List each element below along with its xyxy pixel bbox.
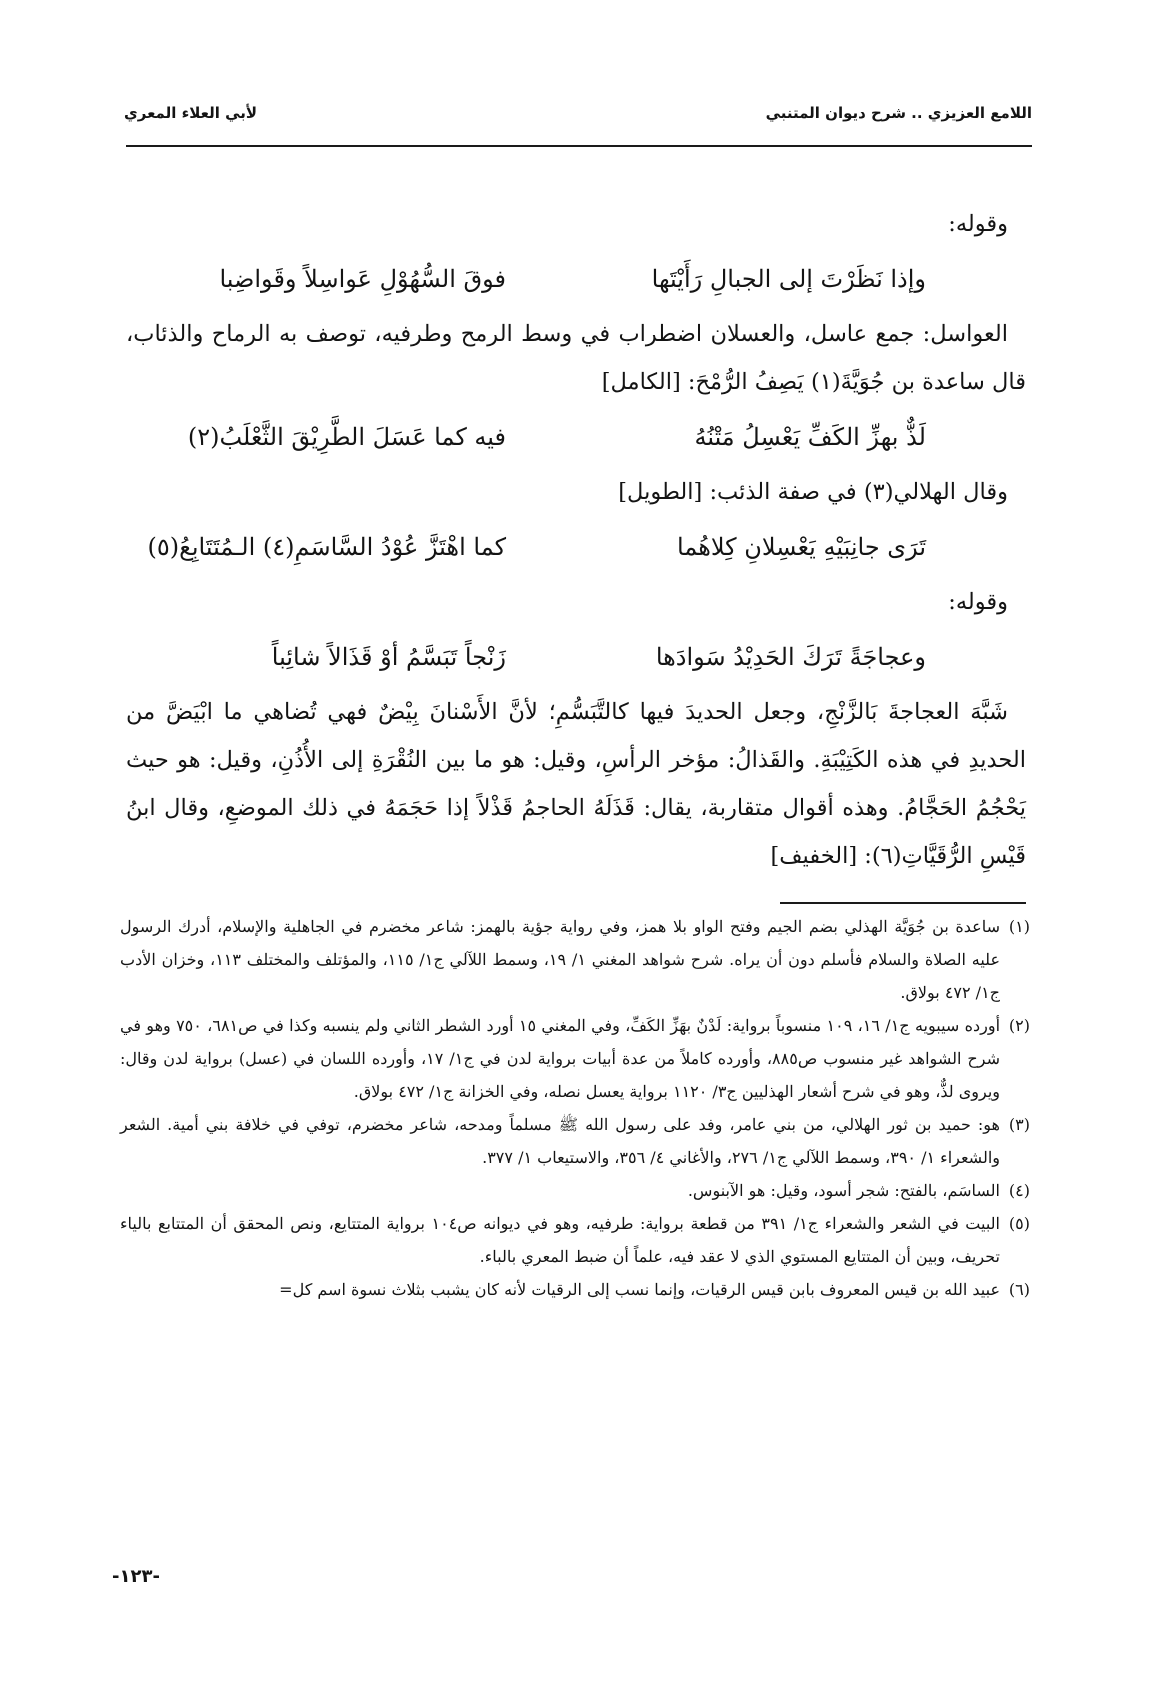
verse-line (126, 516, 1026, 578)
footnote (120, 910, 1030, 1009)
footnote-divider (780, 902, 1026, 904)
footnote-number: (٦) (1008, 1280, 1030, 1299)
footnotes (120, 910, 1030, 1306)
verse-first-hemistich: وعجاجَةً تَرَكَ الحَدِيْدُ سَوادَها (655, 643, 926, 671)
footnote-number: (٢) (1008, 1016, 1030, 1035)
verse-line (126, 248, 1026, 310)
verse-first-hemistich: وإذا نَظَرْتَ إلى الجبالِ رَأَيْتَها (651, 265, 926, 293)
footnote-text: أورده سيبويه ج١/ ١٦، ١٠٩ منسوباً برواية: لَدْنٌ بهَزِّ الكَفِّ، وفي المغني ١٥ أورد الشطر الثاني ولم ينسبه وكذا في ص٦٨١، ٧٥٠ وهو في شرح الشواهد غير منسوب ص٨٨٥، وأورده كاملاً من عدة أبيات برواية لدن في ج١/ ١٧، وأورده اللسان في (عسل) برواية لدن وقال: ويروى لذٌّ، وهو في شرح أشعار الهذليين ج٣/ ١١٢٠ برواية يعسل نصله، وفي الخزانة ج١/ ٤٧٢ بولاق. (120, 1016, 1001, 1101)
verse-second-hemistich: فوقَ السُّهُوْلِ عَواسِلاً وقَواضِبا (219, 265, 506, 293)
book-title: اللامع العزيزي .. شرح ديوان المتنبي (765, 104, 1032, 122)
verse-second-hemistich: فيه كما عَسَلَ الطَّرِيْقَ الثَّعْلَبُ(٢) (187, 423, 506, 451)
author-name: لأبي العلاء المعري (124, 104, 258, 122)
verse-first-hemistich: تَرَى جانِبَيْهِ يَعْسِلانِ كِلاهُما (677, 533, 926, 561)
intro-line: وقوله: (948, 211, 1008, 237)
page-number: -١٢٣- (112, 1566, 160, 1587)
footnote (120, 1273, 1030, 1306)
commentary-line: وقال الهلالي(٣) في صفة الذئب: [الطويل] (618, 479, 1008, 505)
verse-line (126, 626, 1026, 688)
verse-second-hemistich: زَنْجاً تَبَسَّمُ أوْ قَذَالاً شائِباً (271, 643, 506, 671)
footnote (120, 1108, 1030, 1174)
footnote-number: (٥) (1008, 1214, 1030, 1233)
commentary-paragraph: العواسل: جمع عاسل، والعسلان اضطراب في وسط الرمح وطرفيه، توصف به الرماح والذئاب، قال ساعدة بن جُوَيَّةَ(١) يَصِفُ الرُّمْحَ: [الكامل] (126, 321, 1026, 395)
intro-line: وقوله: (948, 589, 1008, 615)
footnote-text: ساعدة بن جُوَيَّة الهذلي بضم الجيم وفتح الواو بلا همز، وفي رواية جؤية بالهمز: شاعر مخضرم في الجاهلية والإسلام، أدرك الرسول عليه الصلاة والسلام فأسلم دون أن يراه. شرح شواهد المغني ١/ ١٩، وسمط اللآلي ج١/ ١١٥، والمؤتلف والمختلف ١١٣، وخزان الأدب ج١/ ٤٧٢ بولاق. (120, 917, 1000, 1002)
verse-second-hemistich: كما اهْتَزَّ عُوْدُ السَّاسَمِ(٤) الـمُتَتَابِعُ(٥) (147, 533, 506, 561)
footnote (120, 1009, 1030, 1108)
footnote-text: البيت في الشعر والشعراء ج١/ ٣٩١ من قطعة برواية: طرفيه، وهو في ديوانه ص١٠٤ برواية المتتايع، ونص المحقق أن المتتابع بالياء تحريف، وبين أن المتتايع المستوي الذي لا عقد فيه، علماً أن ضبط المعري بالباء. (120, 1214, 1000, 1266)
footnote-number: (٣) (1008, 1115, 1030, 1134)
verse-line (126, 406, 1026, 468)
verse-first-hemistich: لَذٌّ بهزِّ الكَفِّ يَعْسِلُ مَتْنُهُ (694, 423, 926, 451)
footnote-text: هو: حميد بن ثور الهلالي، من بني عامر، وفد على رسول الله ﷺ مسلماً ومدحه، شاعر مخضرم، توفي في خلافة بني أمية. الشعر والشعراء ١/ ٣٩٠، وسمط اللآلي ج١/ ٢٧٦، والأغاني ٤/ ٣٥٦، والاستيعاب ١/ ٣٧٧. (120, 1115, 1000, 1167)
footnote-text: الساسَم، بالفتح: شجر أسود، وقيل: هو الآبنوس. (687, 1181, 1000, 1200)
footnote (120, 1207, 1030, 1273)
footnote-number: (١) (1008, 917, 1030, 936)
main-text (126, 200, 1026, 880)
footnote-text: عبيد الله بن قيس المعروف بابن قيس الرقيات، وإنما نسب إلى الرقيات لأنه كان يشبب بثلاث نسوة اسم كل= (279, 1280, 1000, 1299)
footnote-number: (٤) (1008, 1181, 1030, 1200)
header-divider (126, 145, 1032, 147)
footnote (120, 1174, 1030, 1207)
commentary-paragraph: شَبَّهَ العجاجةَ بَالزَّنْجِ، وجعل الحديدَ فيها كالتَّبَسُّمِ؛ لأنَّ الأَسْنانَ بِيْضٌ فهي تُضاهي ما ابْيَضَّ من الحديدِ في هذه الكَتِيْبَةِ. والقَذالُ: مؤخر الرأسِ، وقيل: هو ما بين النُقْرَةِ إلى الأُذُنِ، وقيل: هو حيث يَحْجُمُ الحَجَّامُ. وهذه أقوال متقاربة، يقال: قَذَلَهُ الحاجمُ قَذْلاً إذا حَجَمَهُ في ذلك الموضعِ، وقال ابنُ قَيْسِ الرُّقَيَّاتِ(٦): [الخفيف] (126, 699, 1026, 869)
